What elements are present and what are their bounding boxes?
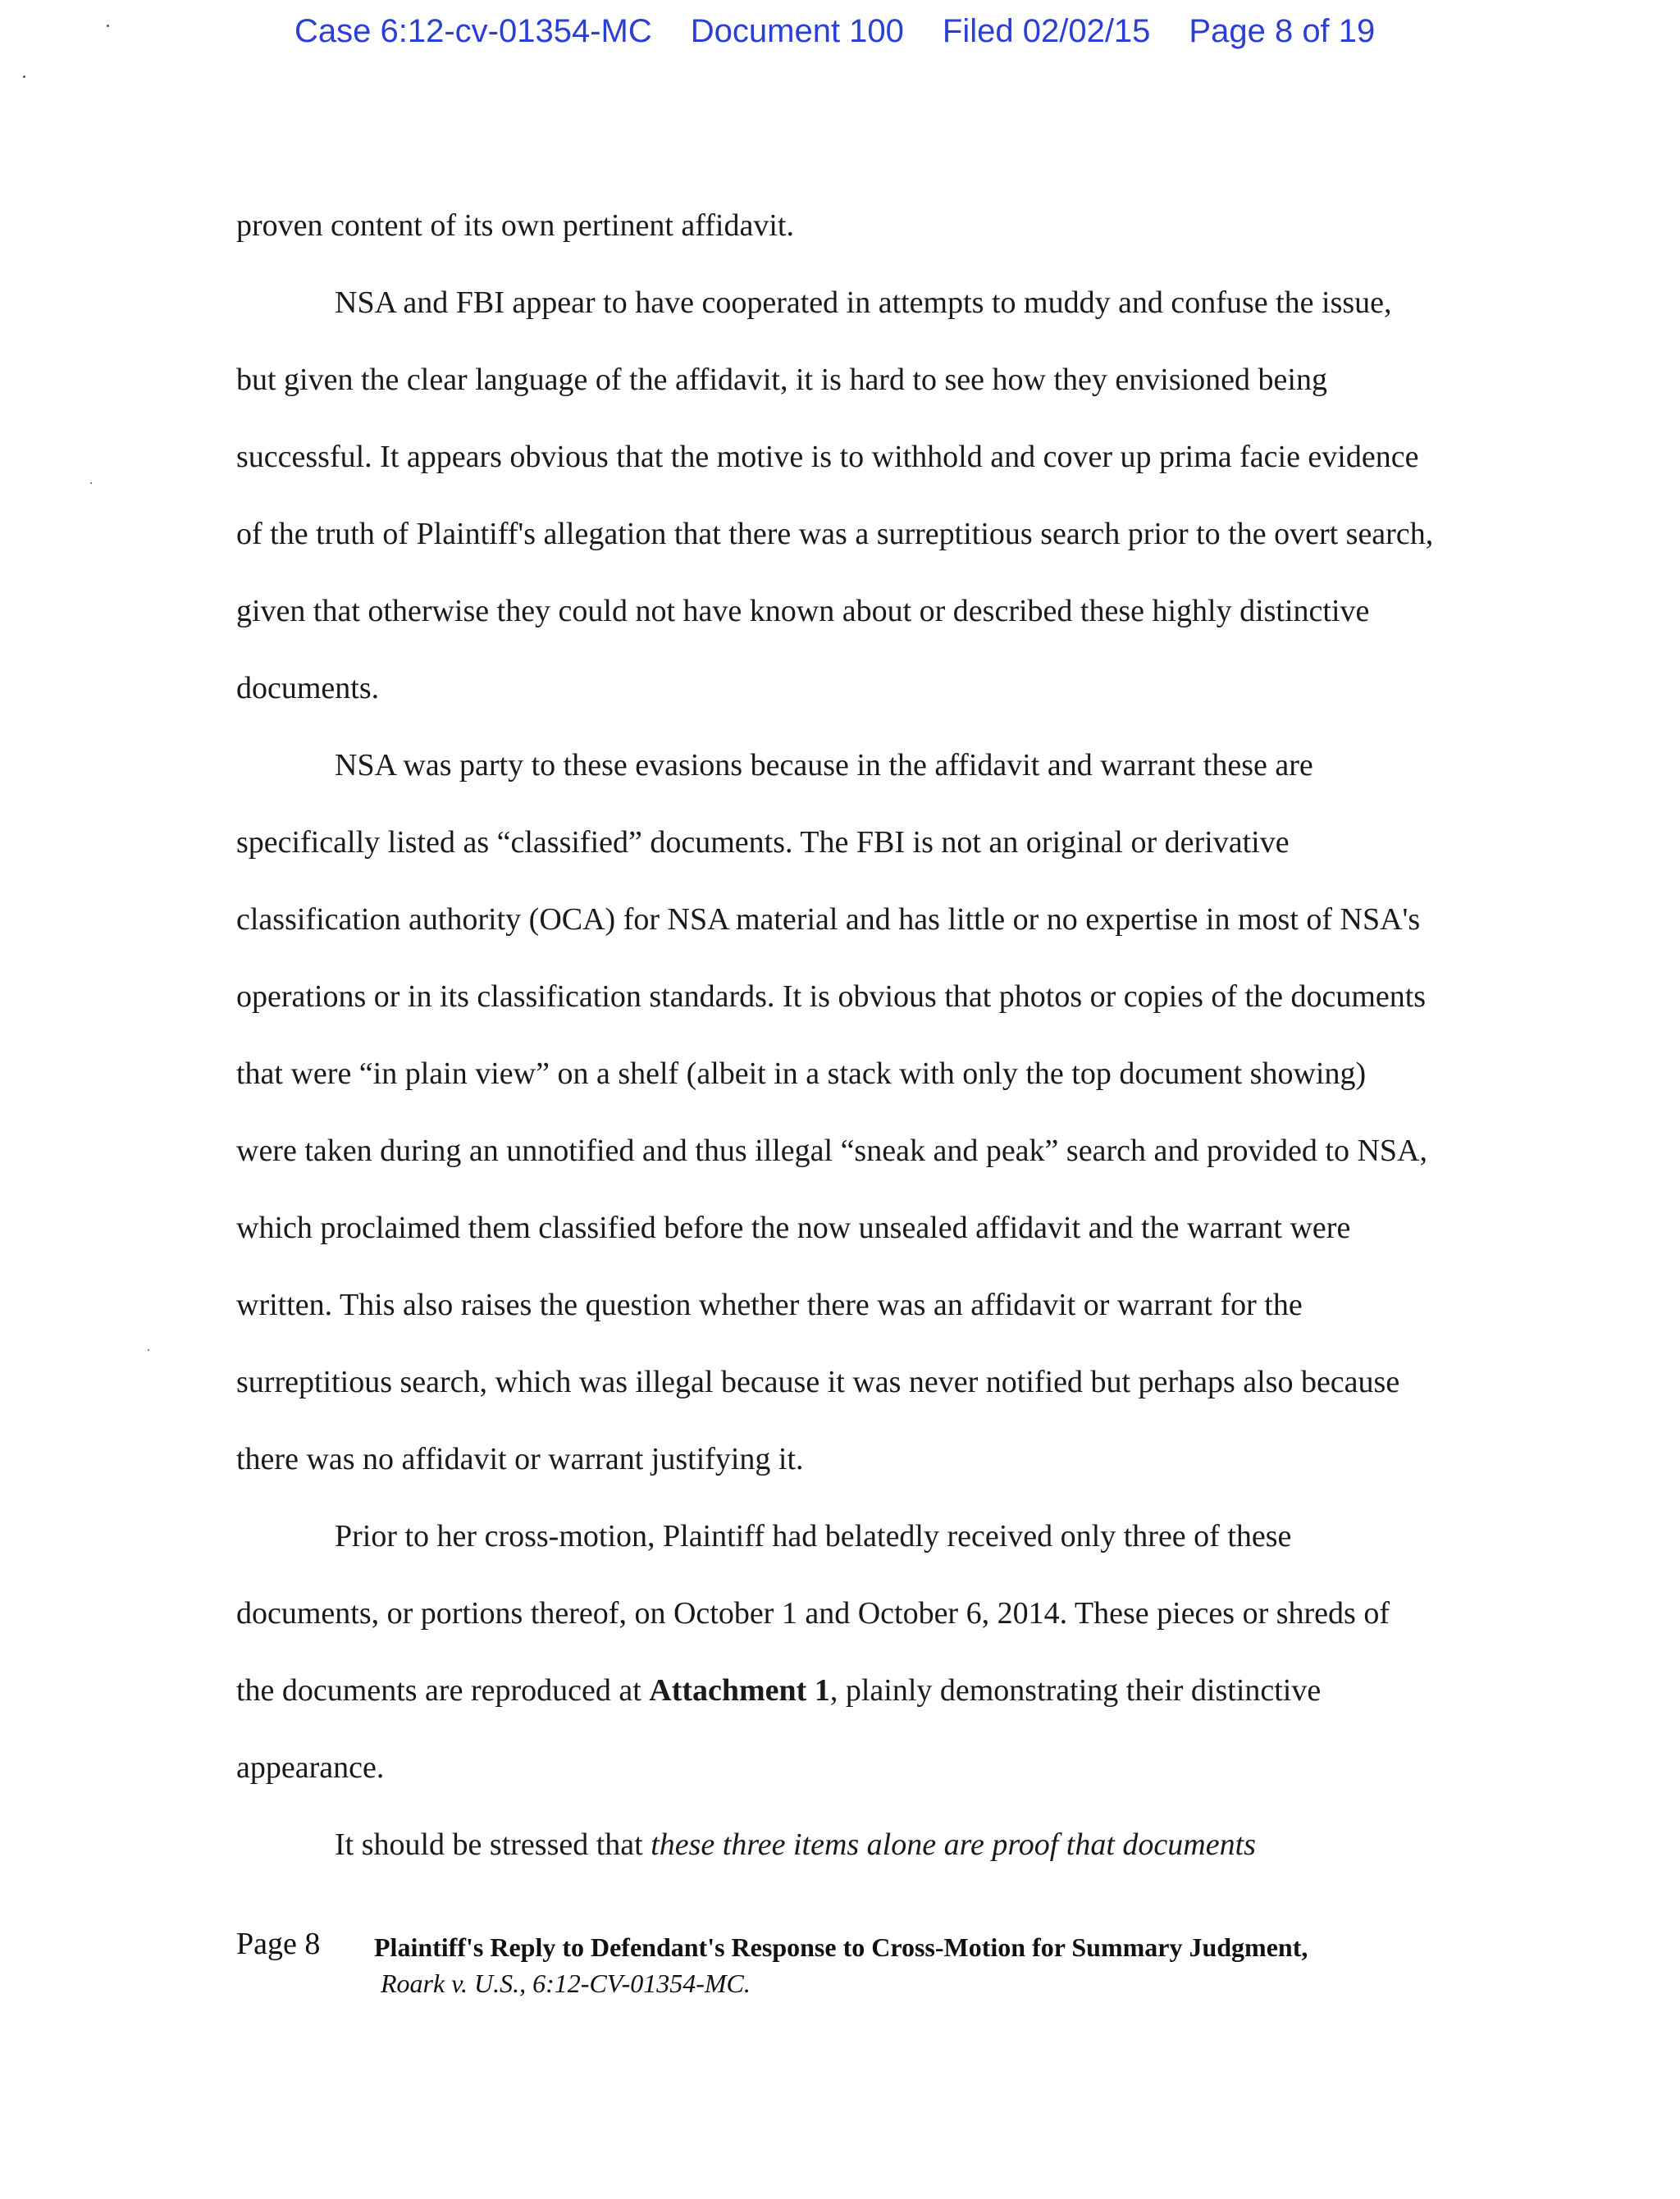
paragraph-4-text-end: , plainly demonstrating their distinctive appearance. (236, 1673, 1322, 1785)
paragraph-4-text-start: Prior to her cross-motion, Plaintiff had belatedly received only three of these documents, or portions thereof, on October 1 and October 6, 2014. These pieces or shreds of the documents are reproduced at (236, 1519, 1390, 1708)
court-filing-header (294, 8, 1375, 54)
paragraph-5 (236, 1806, 1434, 1883)
header-page-number: Page 8 of 19 (1189, 12, 1376, 49)
paragraph-5-text-start: It should be stressed that (335, 1827, 651, 1862)
document-body (236, 187, 1434, 1883)
paragraph-4 (236, 1498, 1434, 1806)
footer-case-caption: Roark v. U.S., 6:12-CV-01354-MC. (381, 1969, 751, 1998)
paragraph-5-emphasis: these three items alone are proof that documents (651, 1827, 1256, 1862)
paragraph-2: NSA and FBI appear to have cooperated in attempts to muddy and confuse the issue, but given the clear language of the affidavit, it is hard to see how they envisioned being successful. It appears obvious that the motive is to withhold and cover up prima facie evidence of the truth of Plaintiff's allegation that there was a surreptitious search prior to the overt search, given that otherwise they could not have known about or described these highly distinctive documents. (236, 285, 1434, 705)
paragraph-3: NSA was party to these evasions because in the affidavit and warrant these are specifically listed as “classified” documents. The FBI is not an original or derivative classification authority (OCA) for NSA material and has little or no expertise in most of NSA's operations or in its classification standards. It is obvious that photos or copies of the documents that were “in plain view” on a shelf (albeit in a stack with only the top document showing) were taken during an unnotified and thus illegal “sneak and peak” search and provided to NSA, which proclaimed them classified before the now unsealed affidavit and the warrant were written. This also raises the question whether there was an affidavit or warrant for the surreptitious search, which was illegal because it was never notified but perhaps also because there was no affidavit or warrant justifying it. (236, 748, 1427, 1476)
footer-page-label: Page 8 (236, 1927, 321, 1961)
header-case-number: Case 6:12-cv-01354-MC (294, 12, 652, 49)
header-document-number: Document 100 (690, 12, 904, 49)
attachment-reference: Attachment 1 (649, 1673, 830, 1708)
scan-speck (90, 482, 92, 484)
header-filed-date: Filed 02/02/15 (942, 12, 1151, 49)
scan-speck (23, 75, 25, 78)
scan-speck (107, 25, 109, 27)
footer-document-title: Plaintiff's Reply to Defendant's Response to Cross-Motion for Summary Judgment, (374, 1932, 1308, 1962)
paragraph-1: proven content of its own pertinent affidavit. (236, 208, 794, 243)
scan-speck (148, 1349, 149, 1351)
